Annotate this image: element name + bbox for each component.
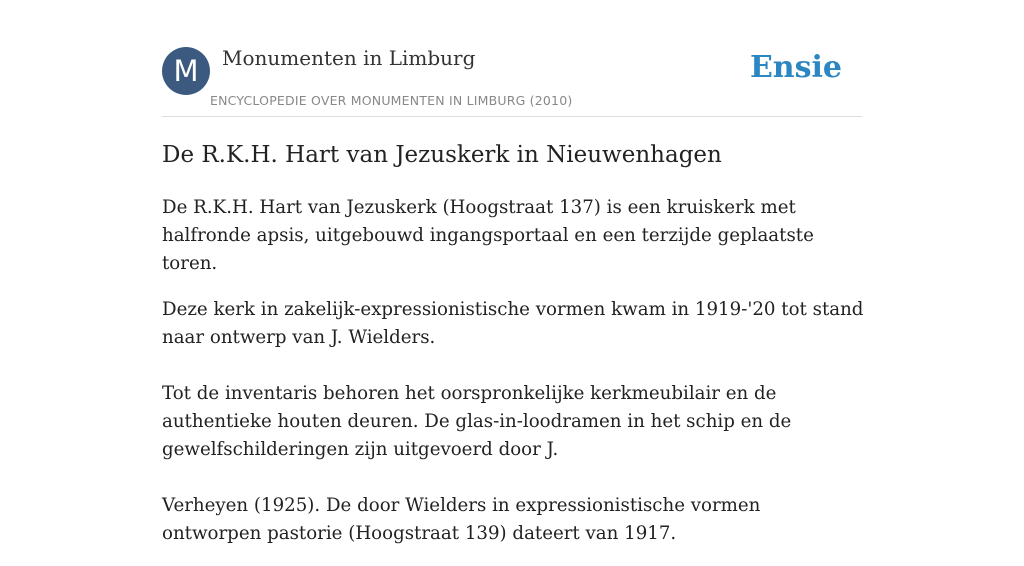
article [162,138,864,566]
article-paragraph: Tot de inventaris behoren het oorspronkelijke kerkmeubilair en de authentieke houten deuren. De glas-in-loodramen in het schip en de gewelfschilderingen zijn uitgevoerd door J. [162,383,792,460]
avatar[interactable]: M [162,47,210,95]
brand-logo-link[interactable]: Ensie [749,50,842,85]
paragraph-spacer [162,482,864,492]
article-paragraph: Verheyen (1925). De door Wielders in expressionistische vormen ontworpen pastorie (Hoogstraat 139) dateert van 1917. [162,495,761,544]
article-paragraph: Deze kerk in zakelijk-expressionistische vormen kwam in 1919-'20 tot stand naar ontwerp van J. Wielders. [162,299,864,348]
article-paragraph: De R.K.H. Hart van Jezuskerk (Hoogstraat 137) is een kruiskerk met halfronde apsis, uitgebouwd ingangsportaal en een terzijde geplaatste toren. [162,197,814,274]
paragraph-spacer [162,370,864,380]
site-subtitle: ENCYCLOPEDIE OVER MONUMENTEN IN LIMBURG (2010) [210,93,573,108]
site-title[interactable]: Monumenten in Limburg [222,46,476,70]
article-title: De R.K.H. Hart van Jezuskerk in Nieuwenhagen [162,142,722,168]
site-header [162,46,862,117]
